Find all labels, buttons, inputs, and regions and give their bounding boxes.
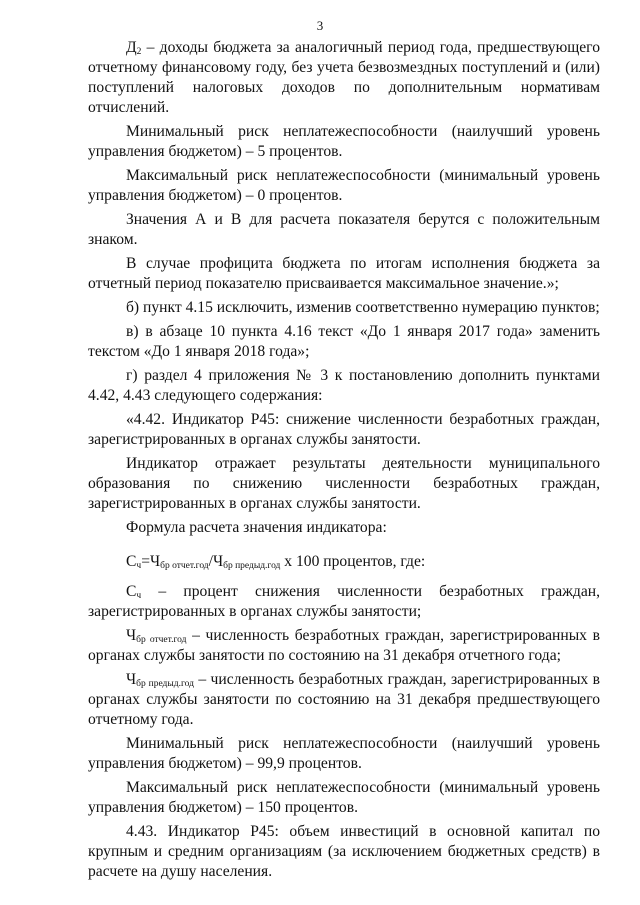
paragraph-min-risk-99-9: Минимальный риск неплатежеспособности (наилучший уровень управления бюджетом) – 99,9 процентов. [88, 735, 600, 772]
symbol-d: Д [126, 39, 137, 56]
paragraph-indicator-4-42: «4.42. Индикатор Р45: снижение численности безработных граждан, зарегистрированных в органах службы занятости. [88, 411, 600, 448]
document-body [88, 38, 600, 886]
paragraph-text: – доходы бюджета за аналогичный период года, предшествующего отчетному финансовому году, без учета безвозмездных поступлений и (или) поступлений налоговых доходов по дополнительным нормативам отчислений. [88, 39, 600, 116]
formula: $С_ч=Ч_{бр отчет.год}/Ч_{бр предыд.год}$ х 100 процентов, где: [126, 553, 426, 571]
paragraph-indicator-4-43: 4.43. Индикатор Р45: объем инвестиций в основной капитал по крупным и средним организациям (за исключением бюджетных средств) в расчете на душу населения. [88, 823, 600, 880]
paragraph-surplus: В случае профицита бюджета по итогам исполнения бюджета за отчетный период показателю присваивается максимальное значение.»; [88, 255, 600, 292]
paragraph-indicator-description: Индикатор отражает результаты деятельности муниципального образования по снижению численности безработных граждан, зарегистрированных в органах службы занятости. [88, 455, 600, 512]
paragraph-item-b: б) пункт 4.15 исключить, изменив соответственно нумерацию пунктов; [126, 299, 600, 316]
paragraph-definition-chbr-previous: $Ч_{бр предыд.год}$ – численность безработных граждан, зарегистрированных в органах службы занятости по состоянию на 31 декабря предшествующего отчетному года. [88, 671, 600, 728]
page-number: 3 [316, 18, 324, 33]
paragraph-a-b-values: Значения А и В для расчета показателя берутся с положительным знаком. [88, 211, 600, 248]
paragraph-definition-chbr-current: $Ч_{бр отчет.год}$ – численность безработных граждан, зарегистрированных в органах службы занятости по состоянию на 31 декабря отчетного года; [88, 627, 600, 664]
paragraph-item-g: г) раздел 4 приложения № 3 к постановлению дополнить пунктами 4.42, 4.43 следующего содержания: [88, 367, 600, 404]
paragraph-definition-sch: $С_ч$ – процент снижения численности безработных граждан, зарегистрированных в органах службы занятости; [88, 583, 600, 620]
paragraph-d2-definition [88, 38, 600, 118]
paragraph-max-risk-0: Максимальный риск неплатежеспособности (минимальный уровень управления бюджетом) – 0 процентов. [88, 167, 600, 204]
paragraph-item-v: в) в абзаце 10 пункта 4.16 текст «До 1 января 2017 года» заменить текстом «До 1 января 2018 года»; [88, 323, 600, 360]
paragraph-formula-heading: Формула расчета значения индикатора: [126, 519, 387, 536]
paragraph-min-risk-5: Минимальный риск неплатежеспособности (наилучший уровень управления бюджетом) – 5 процентов. [88, 123, 600, 160]
paragraph-max-risk-150: Максимальный риск неплатежеспособности (минимальный уровень управления бюджетом) – 150 процентов. [88, 779, 600, 816]
symbol-d-subscript: 2 [136, 47, 142, 57]
